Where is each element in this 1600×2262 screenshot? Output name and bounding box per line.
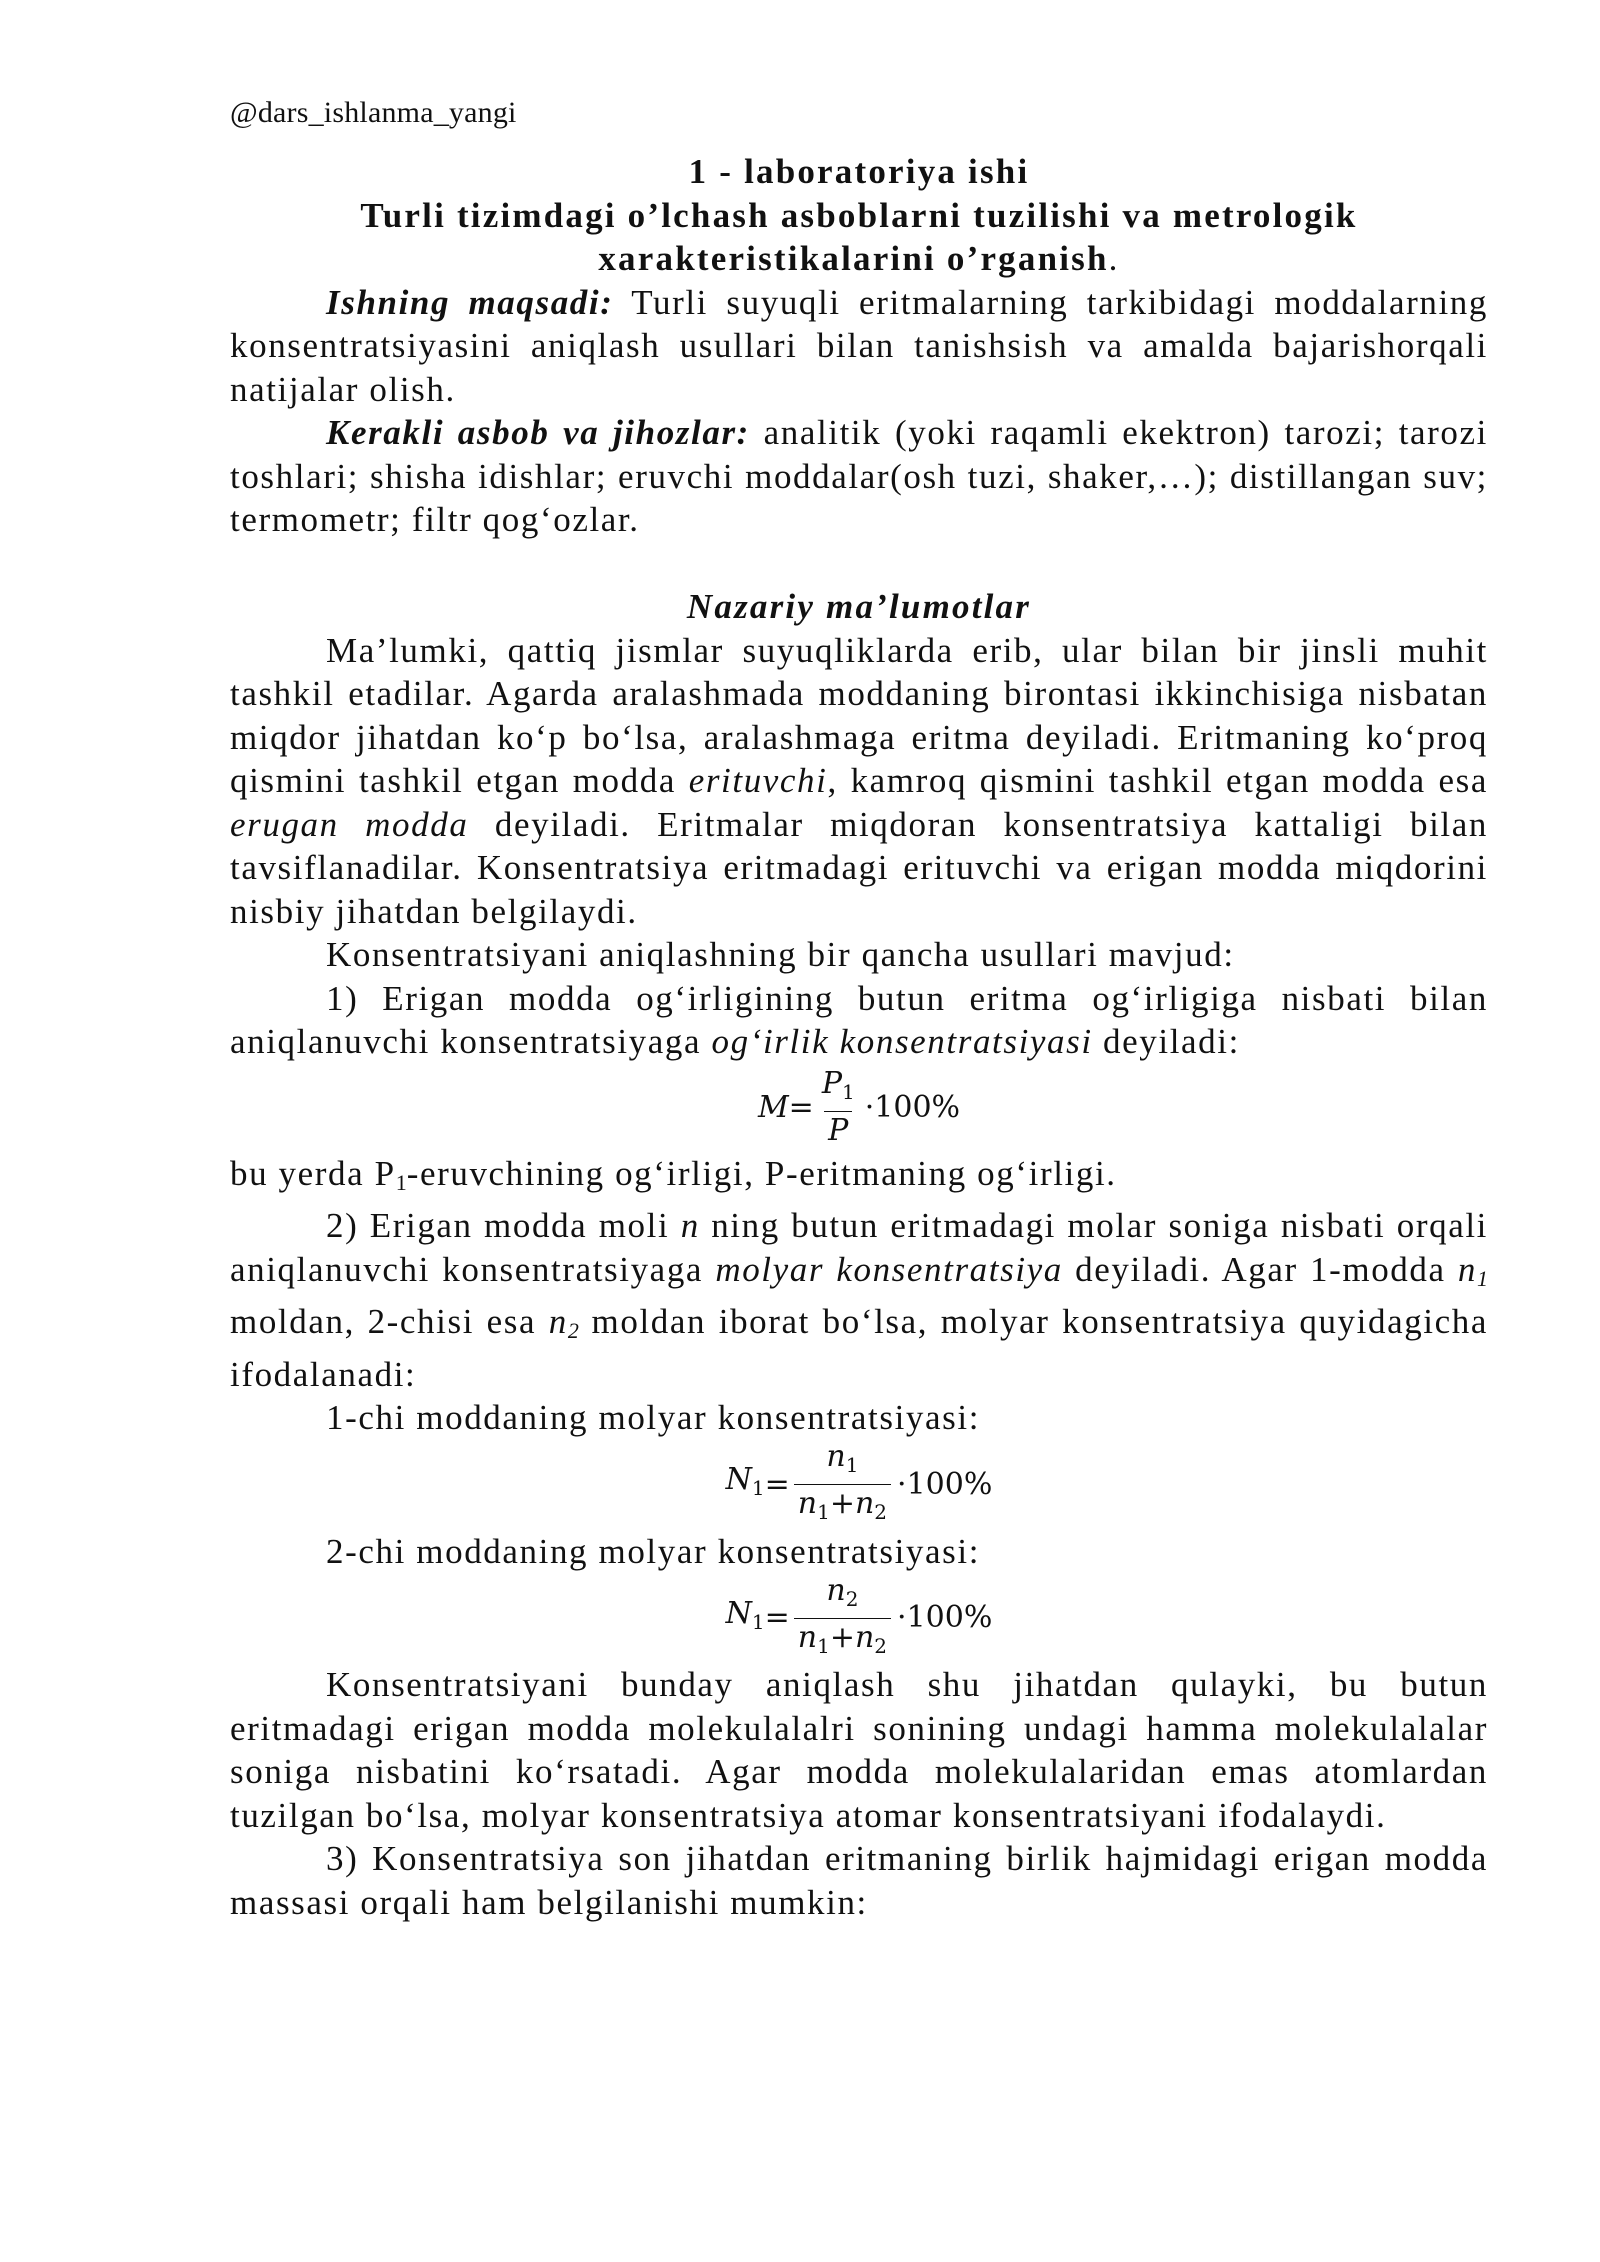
formula2-numerator: [822, 1440, 862, 1484]
theory-section-title: Nazariy ma’lumotlar: [686, 587, 1032, 626]
formula1-denominator: P: [824, 1111, 852, 1148]
aim-label: Ishning maqsadi:: [326, 282, 614, 322]
theory-p1-part-b: , kamroq qismini tashkil etgan modda esa: [827, 761, 1488, 800]
term-erituvchi: erituvchi: [688, 761, 828, 800]
aim-text: Turli suyuqli eritmalarning tarkibidagi moddalarning konsentratsiyasini aniqlash usullari bilan tanishsish va amalda bajarishorqali natijalar olish.: [230, 282, 1488, 409]
formula1-multiplier: ·100%: [864, 1089, 961, 1125]
formula3-numerator: [822, 1574, 862, 1618]
formula3-num-sub: 2: [845, 1586, 859, 1611]
formula2-num-sub: 1: [845, 1453, 859, 1477]
theory-p5-part-d: moldan, 2-chisi esa: [230, 1302, 549, 1341]
equipment-paragraph: [230, 411, 1488, 542]
theory-p3-part-b: deyiladi:: [1092, 1022, 1240, 1061]
var-n1: n: [1457, 1249, 1478, 1289]
theory-p4-part-a: bu yerda P: [230, 1153, 396, 1193]
term-ogirlik-konsentratsiyasi: og‘irlik konsentratsiyasi: [711, 1022, 1093, 1061]
formula1-num-var: P: [821, 1066, 842, 1101]
theory-paragraph-9: 3) Konsentratsiya son jihatdan eritmaning birlik hajmidagi erigan modda massasi orqali ham belgilanishi mumkin:: [230, 1839, 1488, 1922]
theory-p5-part-c: deyiladi. Agar 1-modda: [1062, 1249, 1458, 1289]
formula2-den-a: n: [797, 1486, 818, 1521]
title-block: [230, 150, 1488, 281]
theory-p1-part-a: Ma’lumki, qattiq jismlar suyuqliklarda erib, ular bilan bir jinsli muhit tashkil etadilar. Agarda aralashmada moddaning birontasi ikkinchisiga nisbatan miqdor jihatdan ko‘p bo‘lsa, aralashmaga eritma deyiladi. Eritmaning ko‘proq qismini tashkil etgan modda: [230, 630, 1488, 800]
theory-paragraph-5: [230, 1204, 1488, 1396]
formula1-fraction: [818, 1067, 859, 1148]
title-period: .: [1108, 239, 1120, 278]
aim-paragraph: [230, 281, 1488, 412]
var-n: n: [680, 1206, 700, 1245]
formula3-lhs-sub: 1: [751, 1609, 765, 1634]
theory-p3-part-a: 1) Erigan modda og‘irligining butun eritma og‘irligiga nisbati bilan aniqlanuvchi konsentratsiyaga: [230, 978, 1488, 1061]
formula1-num-sub: 1: [842, 1080, 855, 1104]
theory-p5-part-e: moldan iborat bo‘lsa, molyar konsentratsiya quyidagicha ifodalanadi:: [230, 1302, 1488, 1394]
theory-paragraph-7: 2-chi moddaning molyar konsentratsiyasi:: [326, 1531, 981, 1571]
theory-p4-sub: 1: [395, 1169, 407, 1195]
var-n2-sub: 2: [567, 1318, 579, 1343]
formula3-multiplier: ·100%: [897, 1600, 993, 1636]
formula-weight-concentration: [230, 1064, 1488, 1152]
formula3-den-b: n: [854, 1619, 875, 1655]
term-molyar-konsentratsiya: molyar konsentratsiya: [715, 1249, 1063, 1289]
var-n2: n: [548, 1302, 568, 1341]
theory-paragraph-6: 1-chi moddaning molyar konsentratsiyasi:: [326, 1398, 981, 1437]
theory-p4-part-b: -eruvchining og‘irligi, P-eritmaning og‘irligi.: [406, 1153, 1117, 1193]
theory-paragraph-3: [230, 977, 1488, 1064]
theory-paragraph-1: [230, 629, 1488, 934]
formula3-lhs: [726, 1592, 765, 1645]
lab-topic-title-text: xarakteristikalarini o’rganish: [598, 239, 1109, 278]
formula3-den-a-sub: 1: [817, 1633, 830, 1658]
theory-paragraph-4: [230, 1152, 1488, 1205]
formula2-den-b: n: [854, 1486, 875, 1521]
lab-topic-title-line2: [230, 237, 1488, 281]
channel-tag: @dars_ishlanma_yangi: [230, 96, 517, 129]
theory-paragraph-2: Konsentratsiyani aniqlashning bir qancha usullari mavjud:: [326, 935, 1235, 974]
theory-p5-part-b: ning butun eritmadagi molar soniga nisbati orqali aniqlanuvchi konsentratsiyaga: [230, 1206, 1488, 1289]
formula2-equals: =: [764, 1466, 790, 1502]
formula3-fraction: [794, 1574, 891, 1663]
formula3-num-var: n: [826, 1572, 846, 1608]
formula1-lhs: M: [757, 1089, 789, 1125]
blank-line: [230, 542, 1488, 586]
formula3-den-plus: +: [829, 1619, 855, 1655]
equipment-text: analitik (yoki raqamli ekektron) tarozi; tarozi toshlari; shisha idishlar; eruvchi moddalar(osh tuzi, shaker,…); distillangan suv; termometr; filtr qog‘ozlar.: [230, 413, 1488, 539]
formula3-denominator: [794, 1618, 891, 1663]
formula3-lhs-var: N: [725, 1595, 752, 1631]
formula2-den-plus: +: [829, 1486, 855, 1521]
theory-p1-part-c: deyiladi. Eritmalar miqdoran konsentratsiya kattaligi bilan tavsiflanadilar. Konsentratsiya eritmadagi erituvchi va erigan modda miqdorini nisbiy jihatdan belgilaydi.: [230, 804, 1488, 931]
formula2-fraction: [794, 1440, 891, 1529]
term-erugan-modda: erugan modda: [230, 804, 469, 844]
formula2-den-b-sub: 2: [874, 1500, 888, 1524]
formula-molar-concentration-2: [230, 1573, 1488, 1663]
formula2-den-a-sub: 1: [817, 1500, 830, 1524]
formula2-lhs-var: N: [725, 1462, 752, 1498]
formula2-num-var: n: [826, 1439, 846, 1474]
formula2-multiplier: ·100%: [897, 1466, 993, 1502]
document-body: [230, 150, 1488, 1924]
formula3-equals: =: [764, 1600, 790, 1636]
formula1-equals: =: [788, 1089, 814, 1125]
formula3-den-a: n: [797, 1619, 818, 1655]
theory-p5-part-a: 2) Erigan modda moli: [326, 1206, 681, 1245]
formula1-numerator: [818, 1067, 859, 1111]
lab-number-title: 1 - laboratoriya ishi: [688, 152, 1030, 191]
lab-topic-title-line1: Turli tizimdagi o’lchash asboblarni tuzilishi va metrologik: [360, 195, 1358, 235]
formula2-denominator: [794, 1484, 891, 1529]
formula2-lhs-sub: 1: [751, 1476, 765, 1501]
equipment-label: Kerakli asbob va jihozlar:: [326, 413, 750, 452]
formula-molar-concentration-1: [230, 1440, 1488, 1530]
var-n1-sub: 1: [1477, 1265, 1489, 1291]
formula2-lhs: [726, 1458, 765, 1511]
theory-paragraph-8: Konsentratsiyani bunday aniqlash shu jihatdan qulayki, bu butun eritmadagi erigan modda molekulalalri sonining undagi hamma molekulalalar soniga nisbatini ko‘rsatadi. Agar modda molekulalaridan emas atomlardan tuzilgan bo‘lsa, molyar konsentratsiya atomar konsentratsiyani ifodalaydi.: [230, 1665, 1488, 1835]
formula3-den-b-sub: 2: [874, 1633, 888, 1658]
